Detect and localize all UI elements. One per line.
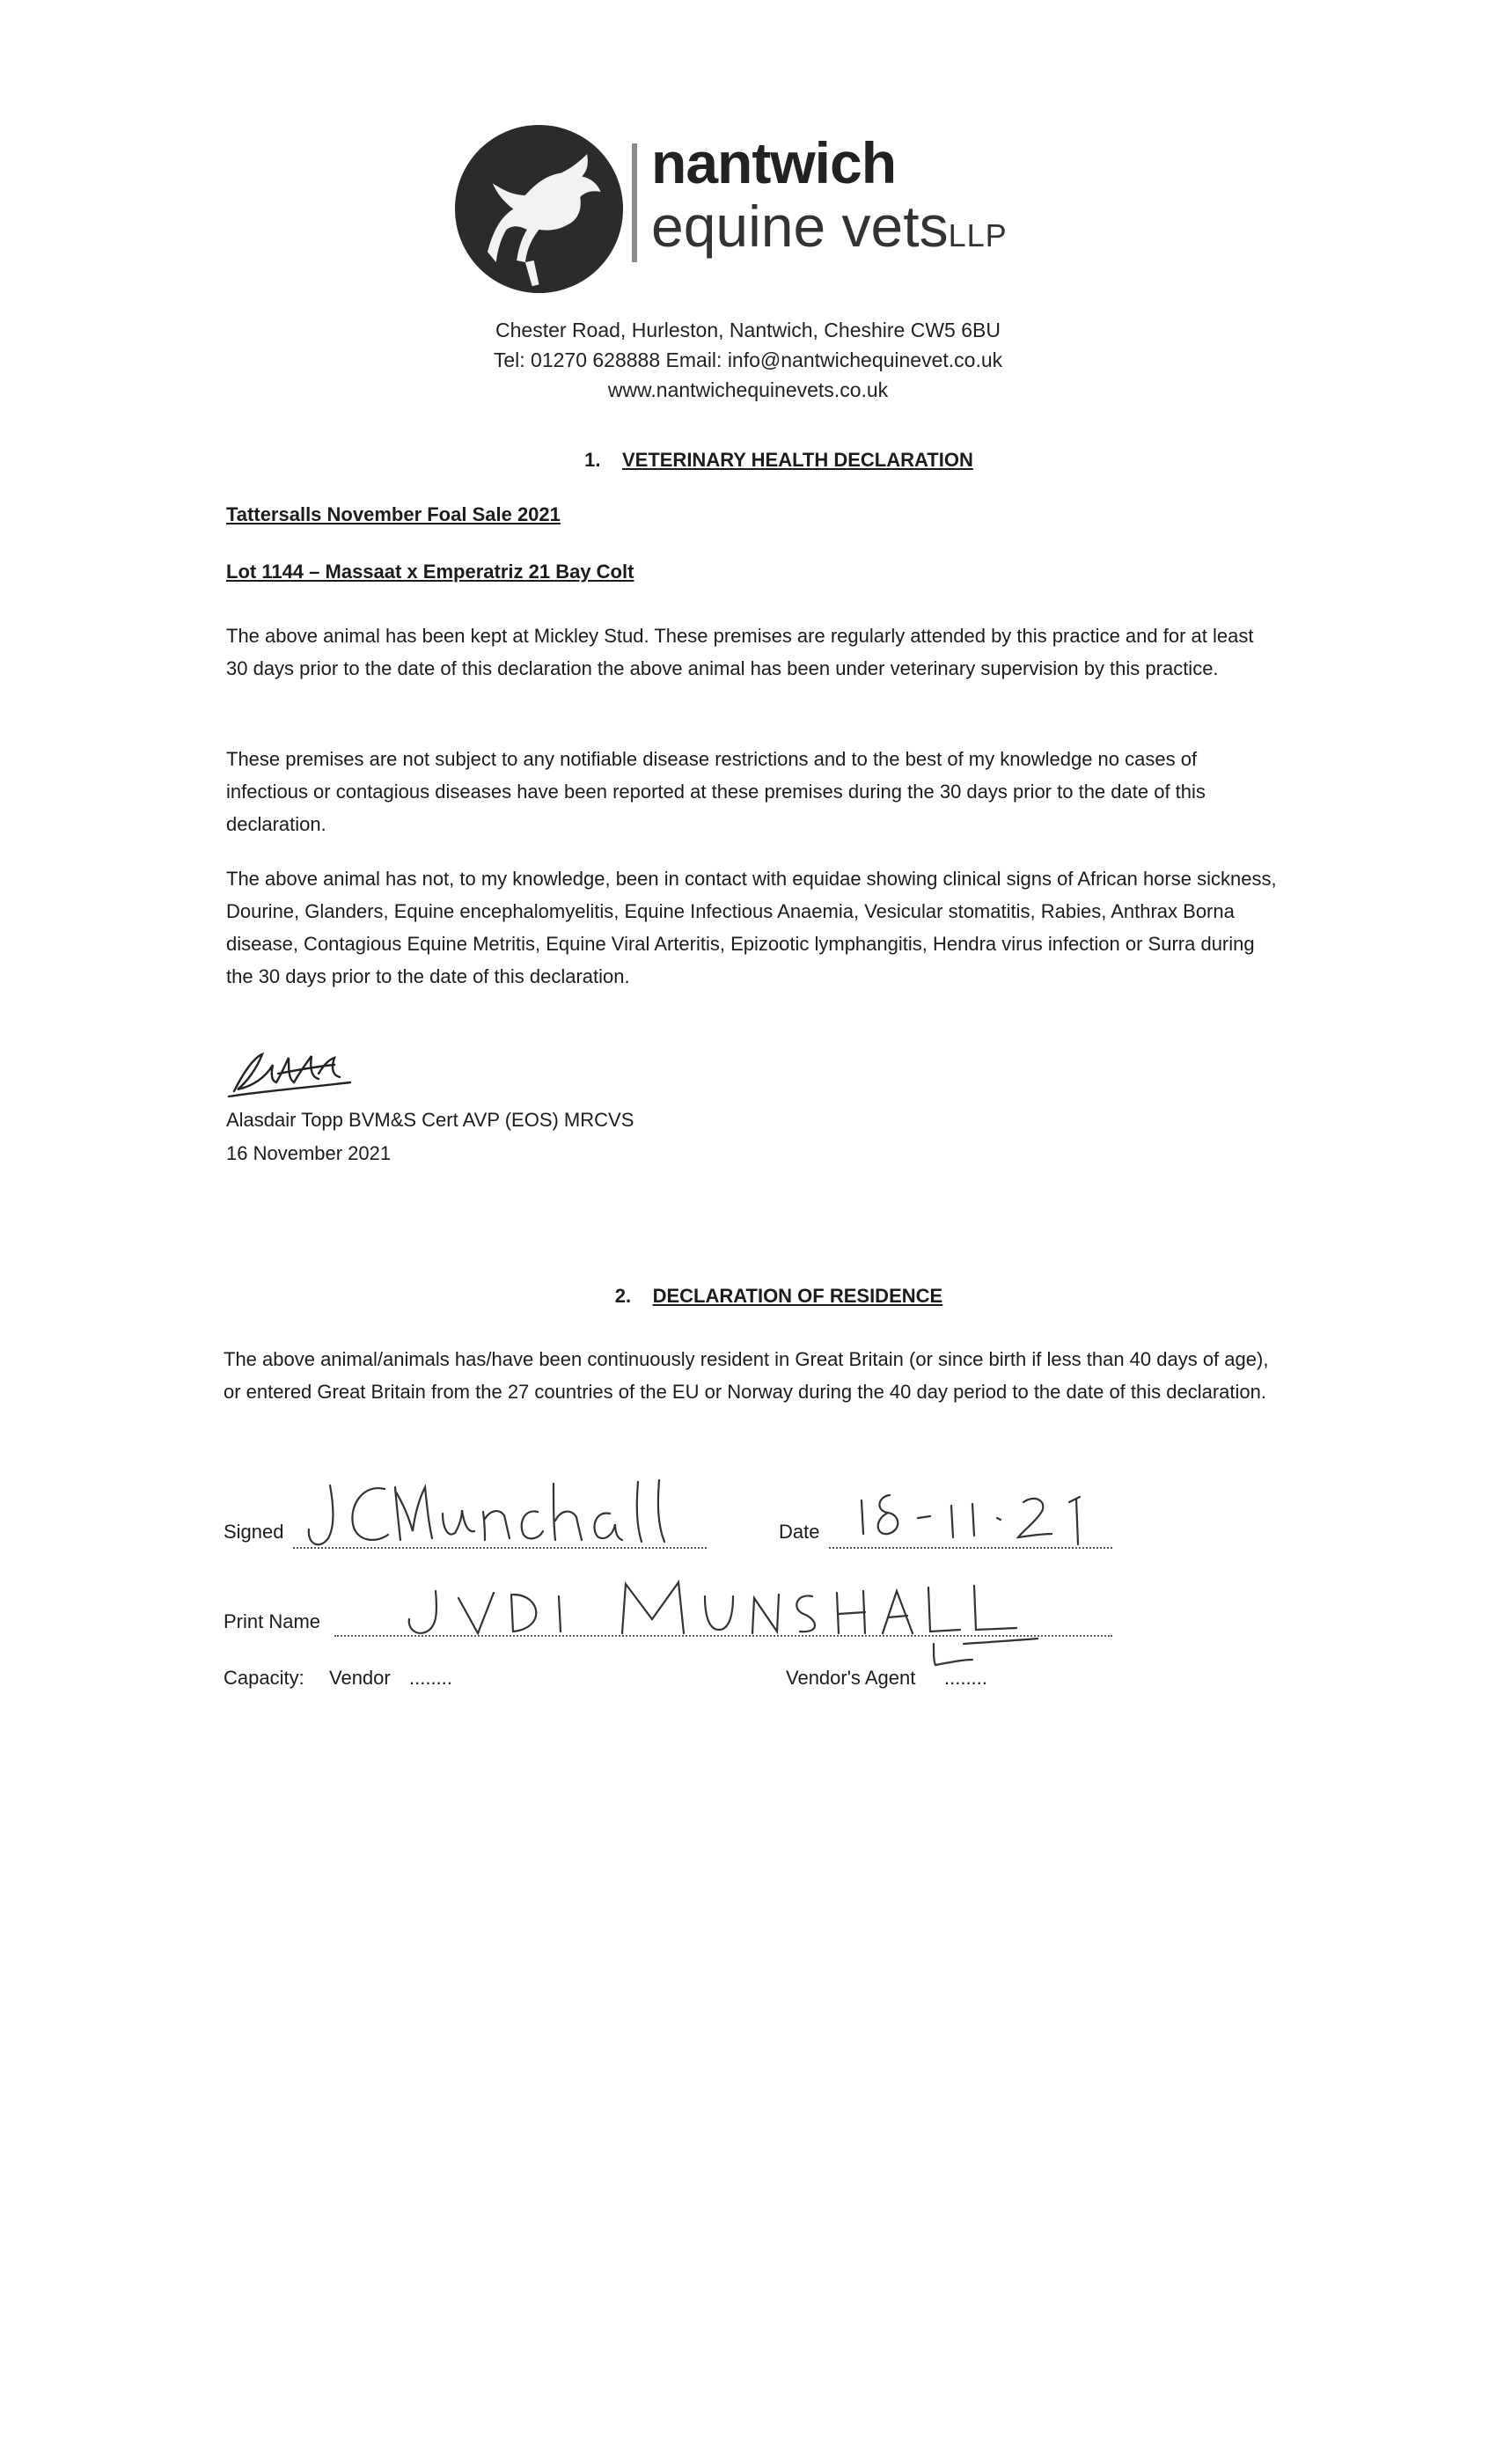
section1-number: 1. <box>584 449 601 471</box>
address-line: Chester Road, Hurleston, Nantwich, Cheshire CW5 6BU <box>495 319 1001 341</box>
vendor-option-dots: ........ <box>409 1667 452 1689</box>
logo-sub-text: equine vets <box>651 194 949 259</box>
logo-horse-icon <box>453 123 625 295</box>
website-line: www.nantwichequinevets.co.uk <box>607 378 889 401</box>
paragraph-no-contact: The above animal has not, to my knowledge, been in contact with equidae showing clinical signs of African horse sickness, Dourine, Glanders, Equine encephalomyelitis, Equine Infectious Anaemia, Vesicular stomatitis, Rabies, Anthrax Borna disease, Contagious Equine Metritis, Equine Viral Arteritis, Epizootic lymphangitis, Hendra virus infection or Surra during the 30 days prior to the date of this declaration. <box>226 868 1277 987</box>
logo-subtitle <box>651 195 1008 267</box>
section2-number: 2. <box>614 1285 632 1307</box>
contact-line: Tel: 01270 628888 Email: info@nantwichequinevet.co.uk <box>493 348 1003 371</box>
section1-title: VETERINARY HEALTH DECLARATION <box>621 449 973 471</box>
paragraph-no-restrictions: These premises are not subject to any notifiable disease restrictions and to the best of my knowledge no cases of infectious or contagious diseases have been reported at these premises during the 30 days prior to the date of this declaration. <box>226 748 1206 835</box>
section1-heading <box>0 449 1496 472</box>
signed-label: Signed <box>224 1521 284 1543</box>
capacity-label: Capacity: <box>224 1667 304 1689</box>
handwritten-date <box>849 1483 1118 1549</box>
logo-divider <box>632 143 637 262</box>
lot-title: Lot 1144 – Massaat x Emperatriz 21 Bay Colt <box>226 561 634 583</box>
logo-name: nantwich <box>651 130 897 195</box>
handwritten-tick-mark <box>928 1635 1043 1670</box>
handwritten-signature <box>304 1470 708 1553</box>
date-label: Date <box>779 1521 820 1543</box>
vet-date: 16 November 2021 <box>226 1142 392 1164</box>
sale-title: Tattersalls November Foal Sale 2021 <box>226 503 561 525</box>
vendor-option[interactable]: Vendor <box>329 1667 391 1689</box>
vet-signature <box>227 1038 359 1100</box>
paragraph-kept-at: The above animal has been kept at Mickley Stud. These premises are regularly attended by this practice and for at least 30 days prior to the date of this declaration the above animal has been under veterinary supervision by this practice. <box>226 625 1254 679</box>
vendors-agent-option-dots: ........ <box>944 1667 987 1689</box>
vendors-agent-option[interactable]: Vendor's Agent <box>786 1667 916 1689</box>
paragraph-residence: The above animal/animals has/have been continuously resident in Great Britain (or since birth if less than 40 days of age), or entered Great Britain from the 27 countries of the EU or Norway during the 40 day period to the date of this declaration. <box>224 1348 1269 1403</box>
section2-title: DECLARATION OF RESIDENCE <box>652 1285 943 1307</box>
vet-name: Alasdair Topp BVM&S Cert AVP (EOS) MRCVS <box>226 1109 634 1131</box>
print-name-label: Print Name <box>224 1610 321 1632</box>
logo-llp: LLP <box>948 217 1008 253</box>
address-block <box>0 315 1496 405</box>
section2-heading <box>0 1285 1496 1308</box>
